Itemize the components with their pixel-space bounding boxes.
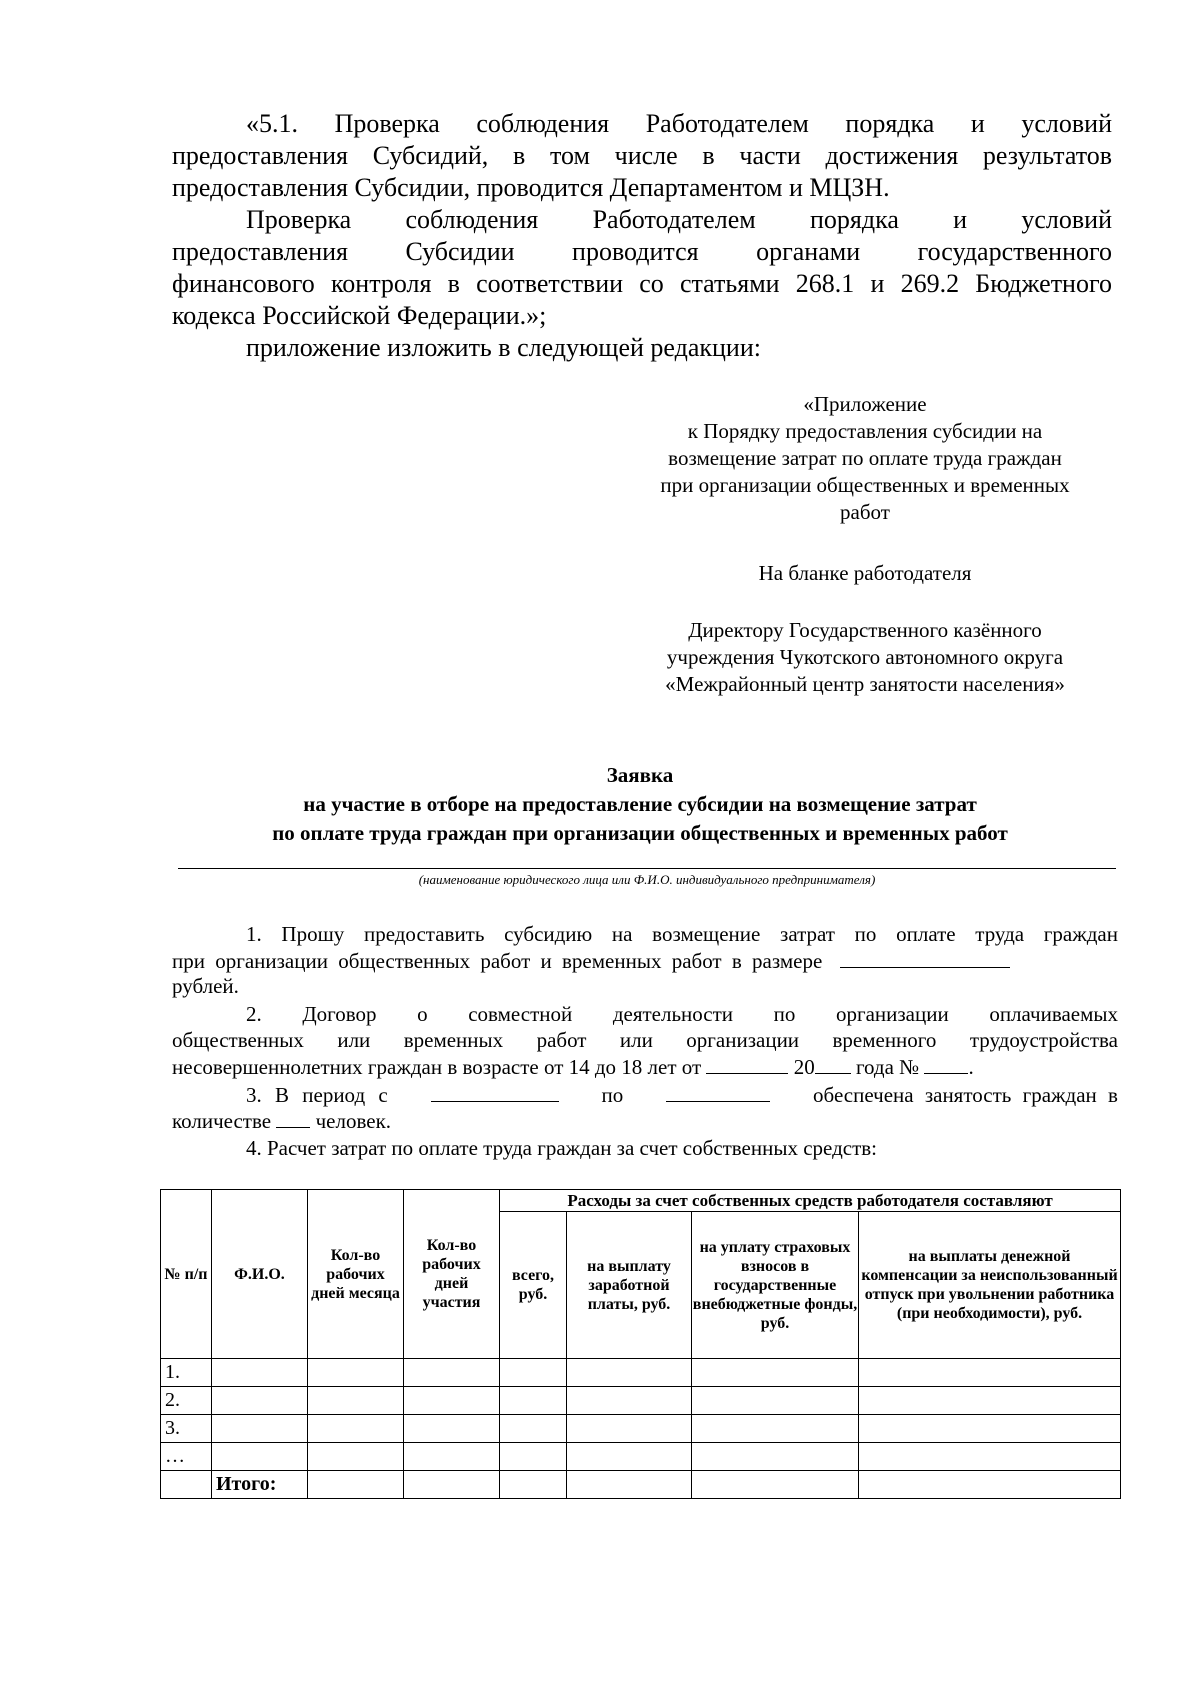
item-1-line-1: 1. Прошу предоставить субсидию на возмещение затрат по оплате труда граждан: [246, 922, 1118, 946]
cell[interactable]: [859, 1415, 1121, 1443]
addressee-line: Директору Государственного казённого: [688, 618, 1042, 642]
period-to-field[interactable]: [666, 1081, 770, 1102]
subsidy-amount-field[interactable]: [840, 947, 1010, 968]
header-total: всего, руб.: [500, 1212, 567, 1359]
cell[interactable]: [692, 1471, 859, 1499]
header-days-month: Кол-во рабочих дней месяца: [308, 1190, 404, 1359]
cell: [161, 1471, 212, 1499]
cell[interactable]: [500, 1443, 567, 1471]
cell[interactable]: [692, 1415, 859, 1443]
contract-date-field[interactable]: [706, 1053, 788, 1074]
cell[interactable]: [212, 1387, 308, 1415]
cell[interactable]: [692, 1359, 859, 1387]
row-number: 3.: [161, 1415, 212, 1443]
item-2-year-label: года №: [855, 1055, 920, 1079]
total-label: Итого:: [212, 1471, 308, 1499]
contract-number-field[interactable]: [924, 1053, 968, 1074]
cell[interactable]: [500, 1387, 567, 1415]
item-3-line-1: [246, 1081, 1118, 1108]
appendix-line: «Приложение: [803, 392, 927, 416]
cell[interactable]: [859, 1359, 1121, 1387]
table-row: [161, 1415, 1121, 1443]
intro-p1-line-1: «5.1. Проверка соблюдения Работодателем порядка и условий: [246, 109, 1112, 138]
item-2-end: .: [968, 1055, 974, 1079]
cell[interactable]: [308, 1415, 404, 1443]
item-3-count-unit: человек.: [315, 1109, 392, 1133]
table-row: [161, 1387, 1121, 1415]
employer-letterhead-note: На бланке работодателя: [758, 561, 972, 585]
addressee-line: учреждения Чукотского автономного округа: [666, 645, 1064, 669]
cell[interactable]: [567, 1359, 692, 1387]
cell[interactable]: [212, 1443, 308, 1471]
intro-p2-line-3: финансового контроля в соответствии со статьями 268.1 и 269.2 Бюджетного: [172, 269, 1112, 298]
item-2-line-3: [172, 1053, 1118, 1080]
item-2-text: несовершеннолетних граждан в возрасте от 14 до 18 лет от: [172, 1055, 702, 1079]
appendix-line: к Порядку предоставления субсидии на: [687, 419, 1043, 443]
appendix-line: при организации общественных и временных: [660, 473, 1070, 497]
cell[interactable]: [308, 1359, 404, 1387]
intro-p2-line-1: Проверка соблюдения Работодателем порядка и условий: [246, 205, 1112, 234]
appendix-line: работ: [840, 500, 890, 524]
cost-calculation-table: [160, 1189, 1121, 1499]
cell[interactable]: [212, 1415, 308, 1443]
cell[interactable]: [567, 1443, 692, 1471]
cell[interactable]: [404, 1359, 500, 1387]
cell[interactable]: [404, 1443, 500, 1471]
intro-p2-line-2: предоставления Субсидии проводится органами государственного: [172, 237, 1112, 266]
row-number: 2.: [161, 1387, 212, 1415]
cell[interactable]: [859, 1387, 1121, 1415]
applicant-name-line[interactable]: [178, 868, 1116, 869]
table-row: [161, 1443, 1121, 1471]
cell[interactable]: [567, 1415, 692, 1443]
row-number: …: [161, 1443, 212, 1471]
period-from-field[interactable]: [431, 1081, 559, 1102]
cell[interactable]: [692, 1443, 859, 1471]
intro-p1-line-3: предоставления Субсидии, проводится Департаментом и МЦЗН.: [172, 173, 890, 202]
item-3-text: 3. В период с: [246, 1083, 388, 1107]
item-1-line-3: рублей.: [172, 974, 239, 998]
cell[interactable]: [567, 1387, 692, 1415]
table-row: [161, 1359, 1121, 1387]
header-insurance: на уплату страховых взносов в государственные внебюджетные фонды, руб.: [692, 1212, 859, 1359]
item-3-to-label: по: [601, 1083, 624, 1107]
header-fio: Ф.И.О.: [212, 1190, 308, 1359]
cell[interactable]: [404, 1471, 500, 1499]
item-1-text: при организации общественных работ и временных работ в размере: [172, 949, 823, 973]
cell[interactable]: [500, 1415, 567, 1443]
item-1-line-2: [172, 947, 1118, 974]
intro-p1-line-2: предоставления Субсидий, в том числе в части достижения результатов: [172, 141, 1112, 170]
cell[interactable]: [567, 1471, 692, 1499]
contract-year-field[interactable]: [815, 1053, 851, 1074]
item-3-text-2: обеспечена занятость граждан в: [813, 1083, 1118, 1107]
item-3-line-2: [172, 1107, 1118, 1134]
cell[interactable]: [308, 1387, 404, 1415]
item-3-count-label: количестве: [172, 1109, 272, 1133]
cell[interactable]: [212, 1359, 308, 1387]
row-number: 1.: [161, 1359, 212, 1387]
intro-p2-line-4: кодекса Российской Федерации.»;: [172, 301, 547, 330]
cell[interactable]: [308, 1471, 404, 1499]
header-salary: на выплату заработной платы, руб.: [567, 1212, 692, 1359]
cell[interactable]: [308, 1443, 404, 1471]
item-2-line-1: 2. Договор о совместной деятельности по организации оплачиваемых: [246, 1002, 1118, 1026]
header-compensation: на выплаты денежной компенсации за неиспользованный отпуск при увольнении работника (при необходимости), руб.: [859, 1212, 1121, 1359]
cell[interactable]: [859, 1471, 1121, 1499]
header-employer-expenses: Расходы за счет собственных средств работодателя составляют: [500, 1190, 1121, 1212]
addressee-line: «Межрайонный центр занятости населения»: [665, 672, 1065, 696]
addressee-block: [630, 617, 1100, 698]
application-title: Заявка: [606, 763, 674, 787]
cell[interactable]: [500, 1471, 567, 1499]
cell[interactable]: [692, 1387, 859, 1415]
citizens-count-field[interactable]: [276, 1107, 310, 1128]
item-2-year-prefix: 20: [793, 1055, 815, 1079]
table-total-row: [161, 1471, 1121, 1499]
cell[interactable]: [859, 1443, 1121, 1471]
cell[interactable]: [500, 1359, 567, 1387]
cell[interactable]: [404, 1387, 500, 1415]
application-subtitle-line-1: на участие в отборе на предоставление субсидии на возмещение затрат: [303, 792, 977, 816]
header-row-number: № п/п: [161, 1190, 212, 1359]
appendix-header: [630, 391, 1100, 526]
intro-p3: приложение изложить в следующей редакции:: [246, 333, 761, 362]
application-subtitle-line-2: по оплате труда граждан при организации общественных и временных работ: [272, 821, 1008, 845]
cell[interactable]: [404, 1415, 500, 1443]
appendix-line: возмещение затрат по оплате труда граждан: [668, 446, 1062, 470]
header-days-participation: Кол-во рабочих дней участия: [404, 1190, 500, 1359]
item-2-line-2: общественных или временных работ или организации временного трудоустройства: [172, 1028, 1118, 1052]
applicant-name-caption: (наименование юридического лица или Ф.И.О. индивидуального предпринимателя): [418, 872, 876, 887]
item-4: 4. Расчет затрат по оплате труда граждан за счет собственных средств:: [246, 1136, 878, 1160]
